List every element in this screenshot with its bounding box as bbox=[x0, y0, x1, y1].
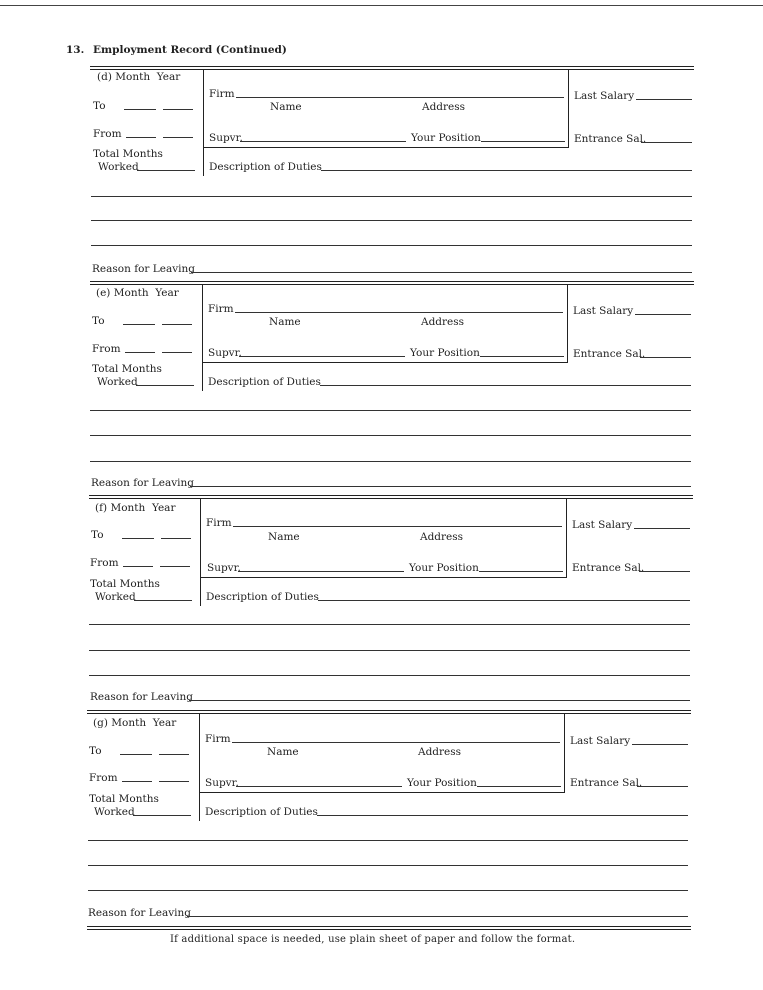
description-line[interactable] bbox=[88, 890, 688, 891]
entrance-sal-label: Entrance Sal. bbox=[570, 777, 643, 789]
position-field[interactable] bbox=[481, 141, 565, 142]
entrance-sal-field[interactable] bbox=[641, 142, 692, 143]
year-label: Year bbox=[152, 717, 177, 729]
description-field[interactable] bbox=[318, 600, 690, 601]
year-label: Year bbox=[151, 502, 176, 514]
last-salary-label: Last Salary bbox=[574, 90, 635, 102]
to-label: To bbox=[93, 100, 106, 112]
description-label: Description of Duties bbox=[209, 161, 322, 173]
month-label: Month bbox=[110, 502, 146, 514]
year-label: Year bbox=[155, 287, 179, 299]
divider-right bbox=[564, 714, 565, 793]
firm-label: Firm bbox=[209, 88, 235, 100]
last-salary-field[interactable] bbox=[632, 744, 688, 745]
worked-field[interactable] bbox=[134, 600, 192, 601]
section-letter: (g) bbox=[93, 717, 108, 729]
footer-instruction: If additional space is needed, use plain sheet of paper and follow the format. bbox=[170, 934, 576, 945]
from-label: From bbox=[93, 128, 122, 140]
address-caption: Address bbox=[418, 746, 462, 758]
description-line[interactable] bbox=[89, 624, 690, 625]
supvr-label: Supvr. bbox=[205, 777, 239, 789]
reason-label: Reason for Leaving bbox=[88, 907, 191, 919]
section-top-rule bbox=[90, 66, 694, 70]
section-letter: (f) bbox=[95, 502, 108, 514]
entrance-sal-label: Entrance Sal. bbox=[574, 133, 647, 145]
page-top-border bbox=[0, 0, 763, 6]
description-line[interactable] bbox=[90, 410, 691, 411]
reason-field[interactable] bbox=[191, 272, 692, 273]
description-line[interactable] bbox=[90, 435, 691, 436]
to-label: To bbox=[91, 529, 104, 541]
year-label: Year bbox=[156, 71, 181, 83]
reason-field[interactable] bbox=[190, 486, 691, 487]
description-line[interactable] bbox=[91, 220, 692, 221]
from-month-field[interactable] bbox=[122, 781, 152, 782]
reason-label: Reason for Leaving bbox=[91, 477, 194, 489]
firm-box-bottom bbox=[200, 577, 566, 578]
supvr-field[interactable] bbox=[239, 356, 405, 357]
firm-box-bottom bbox=[203, 147, 568, 148]
description-line[interactable] bbox=[89, 650, 690, 651]
supvr-label: Supvr. bbox=[209, 132, 243, 144]
from-month-field[interactable] bbox=[123, 566, 153, 567]
description-line[interactable] bbox=[91, 245, 692, 246]
to-year-field[interactable] bbox=[163, 109, 193, 110]
to-month-field[interactable] bbox=[124, 109, 156, 110]
to-label: To bbox=[89, 745, 102, 757]
from-year-field[interactable] bbox=[163, 137, 193, 138]
entrance-sal-label: Entrance Sal. bbox=[572, 562, 645, 574]
description-line[interactable] bbox=[88, 865, 688, 866]
last-salary-label: Last Salary bbox=[570, 735, 631, 747]
to-label: To bbox=[92, 315, 105, 327]
address-caption: Address bbox=[420, 531, 464, 543]
position-field[interactable] bbox=[480, 356, 564, 357]
to-month-field[interactable] bbox=[122, 538, 154, 539]
supvr-label: Supvr. bbox=[207, 562, 241, 574]
supvr-field[interactable] bbox=[238, 571, 404, 572]
entrance-sal-field[interactable] bbox=[640, 357, 691, 358]
entrance-sal-field[interactable] bbox=[637, 786, 688, 787]
to-month-field[interactable] bbox=[120, 754, 152, 755]
section-letter: (d) bbox=[97, 71, 112, 83]
worked-label: Worked bbox=[98, 161, 139, 173]
description-line[interactable] bbox=[90, 461, 691, 462]
total-months-label: Total Months bbox=[89, 793, 159, 805]
name-caption: Name bbox=[267, 746, 299, 758]
address-caption: Address bbox=[422, 101, 466, 113]
month-label: Month bbox=[115, 71, 151, 83]
description-label: Description of Duties bbox=[205, 806, 318, 818]
reason-field[interactable] bbox=[189, 700, 690, 701]
firm-box-bottom bbox=[202, 362, 567, 363]
from-label: From bbox=[92, 343, 121, 355]
worked-label: Worked bbox=[94, 806, 135, 818]
total-months-label: Total Months bbox=[92, 363, 162, 375]
firm-label: Firm bbox=[205, 733, 231, 745]
your-position-label: Your Position bbox=[411, 132, 481, 144]
divider-right bbox=[567, 285, 568, 363]
firm-label: Firm bbox=[208, 303, 234, 315]
total-months-label: Total Months bbox=[93, 148, 163, 160]
from-year-field[interactable] bbox=[160, 566, 190, 567]
supvr-field[interactable] bbox=[236, 786, 402, 787]
section-top-rule bbox=[89, 495, 693, 499]
description-field[interactable] bbox=[320, 385, 691, 386]
from-year-field[interactable] bbox=[162, 352, 192, 353]
divider-left bbox=[200, 499, 201, 606]
section-top-rule bbox=[87, 710, 691, 714]
description-line[interactable] bbox=[89, 675, 690, 676]
firm-field[interactable] bbox=[235, 312, 563, 313]
supvr-field[interactable] bbox=[240, 141, 406, 142]
divider-right bbox=[566, 499, 567, 578]
section-bottom-rule bbox=[87, 926, 691, 930]
reason-label: Reason for Leaving bbox=[90, 691, 193, 703]
month-label: Month bbox=[113, 287, 149, 299]
address-caption: Address bbox=[421, 316, 465, 328]
to-month-field[interactable] bbox=[123, 324, 155, 325]
description-label: Description of Duties bbox=[208, 376, 321, 388]
firm-field[interactable] bbox=[236, 97, 564, 98]
name-caption: Name bbox=[269, 316, 301, 328]
supvr-label: Supvr. bbox=[208, 347, 242, 359]
to-year-field[interactable] bbox=[162, 324, 192, 325]
from-year-field[interactable] bbox=[159, 781, 189, 782]
position-field[interactable] bbox=[477, 786, 561, 787]
month-label: Month bbox=[111, 717, 147, 729]
description-line[interactable] bbox=[88, 840, 688, 841]
last-salary-field[interactable] bbox=[635, 314, 691, 315]
to-year-field[interactable] bbox=[159, 754, 189, 755]
divider-right bbox=[568, 70, 569, 148]
position-field[interactable] bbox=[479, 571, 563, 572]
description-field[interactable] bbox=[321, 170, 692, 171]
last-salary-field[interactable] bbox=[634, 528, 690, 529]
your-position-label: Your Position bbox=[407, 777, 477, 789]
reason-label: Reason for Leaving bbox=[92, 263, 195, 275]
firm-box-bottom bbox=[199, 792, 564, 793]
firm-field[interactable] bbox=[233, 526, 562, 527]
description-field[interactable] bbox=[317, 815, 688, 816]
firm-field[interactable] bbox=[232, 742, 560, 743]
your-position-label: Your Position bbox=[409, 562, 479, 574]
entrance-sal-field[interactable] bbox=[639, 571, 690, 572]
to-year-field[interactable] bbox=[161, 538, 191, 539]
your-position-label: Your Position bbox=[410, 347, 480, 359]
divider-left bbox=[199, 714, 200, 821]
from-label: From bbox=[90, 557, 119, 569]
worked-label: Worked bbox=[97, 376, 138, 388]
firm-label: Firm bbox=[206, 517, 232, 529]
description-label: Description of Duties bbox=[206, 591, 319, 603]
worked-field[interactable] bbox=[137, 170, 195, 171]
name-caption: Name bbox=[270, 101, 302, 113]
description-line[interactable] bbox=[91, 196, 692, 197]
worked-label: Worked bbox=[95, 591, 136, 603]
section-top-rule bbox=[90, 281, 694, 285]
name-caption: Name bbox=[268, 531, 300, 543]
page-title: Employment Record (Continued) bbox=[93, 44, 287, 56]
total-months-label: Total Months bbox=[90, 578, 160, 590]
worked-field[interactable] bbox=[136, 385, 194, 386]
section-number: 13. bbox=[66, 44, 85, 56]
last-salary-label: Last Salary bbox=[572, 519, 633, 531]
section-letter: (e) bbox=[96, 287, 111, 299]
divider-left bbox=[203, 70, 204, 176]
from-label: From bbox=[89, 772, 118, 784]
last-salary-label: Last Salary bbox=[573, 305, 634, 317]
reason-field[interactable] bbox=[187, 916, 688, 917]
from-month-field[interactable] bbox=[126, 137, 156, 138]
from-month-field[interactable] bbox=[125, 352, 155, 353]
divider-left bbox=[202, 285, 203, 391]
last-salary-field[interactable] bbox=[636, 99, 692, 100]
worked-field[interactable] bbox=[133, 815, 191, 816]
entrance-sal-label: Entrance Sal. bbox=[573, 348, 646, 360]
